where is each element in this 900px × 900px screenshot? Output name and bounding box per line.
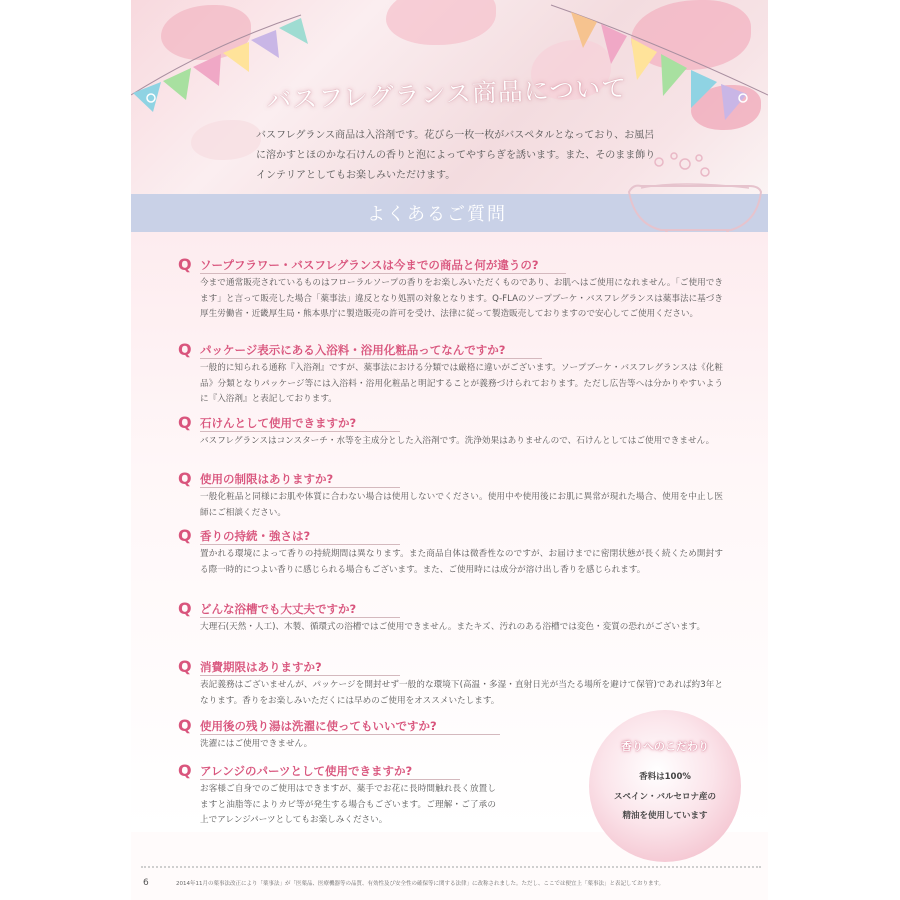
faq-answer: 大理石(天然・人工)、木製、循環式の浴槽ではご使用できません。またキズ、汚れのある浴槽では変色・変質の恐れがございます。 <box>200 622 706 632</box>
faq-answer: 表記義務はございませんが、パッケージを開封せず一般的な環境下(高温・多湿・直射日光が当たる場所を避けて保管)であれば約3年となります。香りをお楽しみいただくには早めのご使用をオススメいたします。 <box>200 680 723 706</box>
q-icon: Q <box>178 657 192 676</box>
faq-answer: 置かれる環境によって香りの持続期間は異なります。また商品自体は微香性なのですが、お届けまでに密閉状態が長く続くため開封する際一時的につよい香りに感じられる場合もございます。また、ご使用時には成分が溶け出し香りを感じられます。 <box>200 549 723 575</box>
footer-divider <box>141 866 761 868</box>
faq-answer: 一般的に知られる通称『入浴剤』ですが、薬事法における分類では厳格に違いがございます。ソープブーケ・バスフレグランスは《化粧品》分類となりパッケージ等には入浴料・浴用化粧品と明記することが義務づけられております。ただし広告等へは分かりやすいように『入浴剤』と表記しております。 <box>200 363 723 404</box>
footnote: 2014年11月の薬事法改正により「薬事法」が「医薬品、医療機器等の品質、有効性及び安全性の確保等に関する法律」に改称されました。ただし、ここでは便宜上「薬事法」と表記しております。 <box>176 881 665 887</box>
faq-item <box>178 256 723 323</box>
faq-question: 消費期限はありますか? <box>200 660 322 674</box>
q-icon: Q <box>178 716 192 735</box>
question-underline <box>200 487 400 488</box>
page-title: バスフレグランス商品について <box>265 73 628 115</box>
faq-item <box>178 470 723 521</box>
faq-question: パッケージ表示にある入浴料・浴用化粧品ってなんですか? <box>200 343 506 357</box>
faq-item <box>178 414 723 450</box>
fragrance-commitment-bubble <box>589 710 741 862</box>
faq-answer: 洗濯にはご使用できません。 <box>200 739 313 749</box>
faq-item <box>178 600 723 636</box>
question-underline <box>200 734 500 735</box>
q-icon: Q <box>178 599 192 618</box>
q-icon: Q <box>178 761 192 780</box>
faq-question: 使用の制限はありますか? <box>200 472 334 486</box>
bubble-line: スペイン・バルセロナ産の <box>613 792 716 802</box>
faq-answer: 一般化粧品と同様にお肌や体質に合わない場合は使用しないでください。使用中や使用後にお肌に異常が現れた場合、使用を中止し医師にご相談ください。 <box>200 492 723 518</box>
faq-answer: お客様ご自身でのご使用はできますが、薬手でお花に長時間触れ長く放置しますと油脂等によりカビ等が発生する場合もございます。ご理解・ご了承の上でアレンジパーツとしてもお楽しみください。 <box>200 784 496 825</box>
faq-heading: よくあるご質問 <box>367 204 507 225</box>
question-underline <box>200 544 400 545</box>
q-icon: Q <box>178 340 192 359</box>
faq-question: 使用後の残り湯は洗濯に使ってもいいですか? <box>200 719 437 733</box>
q-icon: Q <box>178 413 192 432</box>
question-underline <box>200 431 400 432</box>
q-icon: Q <box>178 255 192 274</box>
question-underline <box>200 358 542 359</box>
question-underline <box>200 675 400 676</box>
question-underline <box>200 273 566 274</box>
faq-question: 石けんとして使用できますか? <box>200 416 357 430</box>
question-underline <box>200 779 460 780</box>
faq-item <box>178 527 723 578</box>
q-icon: Q <box>178 469 192 488</box>
bubble-line: 精油を使用しています <box>622 811 708 821</box>
faq-question: アレンジのパーツとして使用できますか? <box>200 764 413 778</box>
faq-question: 香りの持続・強さは? <box>200 529 311 543</box>
bubble-title: 香りへのこだわり <box>621 740 709 753</box>
bubble-line: 香料は100% <box>639 772 691 782</box>
faq-question: ソープフラワー・バスフレグランスは今までの商品と何が違うの? <box>200 258 539 272</box>
faq-answer: バスフレグランスはコンスターチ・水等を主成分とした入浴剤です。洗浄効果はありませんので、石けんとしてはご使用できません。 <box>200 436 715 446</box>
faq-item <box>178 341 723 408</box>
faq-item <box>178 658 723 709</box>
intro-paragraph: バスフレグランス商品は入浴剤です。花びら一枚一枚がバスペタルとなっており、お風呂に溶かすとほのかな石けんの香りと泡によってやすらぎを誘います。また、そのまま飾りインテリアとしてもお楽しみいただけます。 <box>256 130 656 181</box>
faq-question: どんな浴槽でも大丈夫ですか? <box>200 602 357 616</box>
q-icon: Q <box>178 526 192 545</box>
faq-item <box>178 762 498 829</box>
document-page <box>131 0 768 900</box>
page-number: 6 <box>143 878 149 888</box>
question-underline <box>200 617 400 618</box>
faq-answer: 今まで通常販売されているものはフローラルソープの香りをお楽しみいただくものであり、お肌へはご使用になれません。「ご使用できます」と言って販売した場合「薬事法」違反となり処罰の対象となります。Q-FLAのソープブーケ・バスフレグランスは薬事法に基づき厚生労働省・近畿厚生局・熊本県庁に製造販売の許可を受け、法律に従って製造販売しておりますので安心してご使用ください。 <box>200 278 723 319</box>
